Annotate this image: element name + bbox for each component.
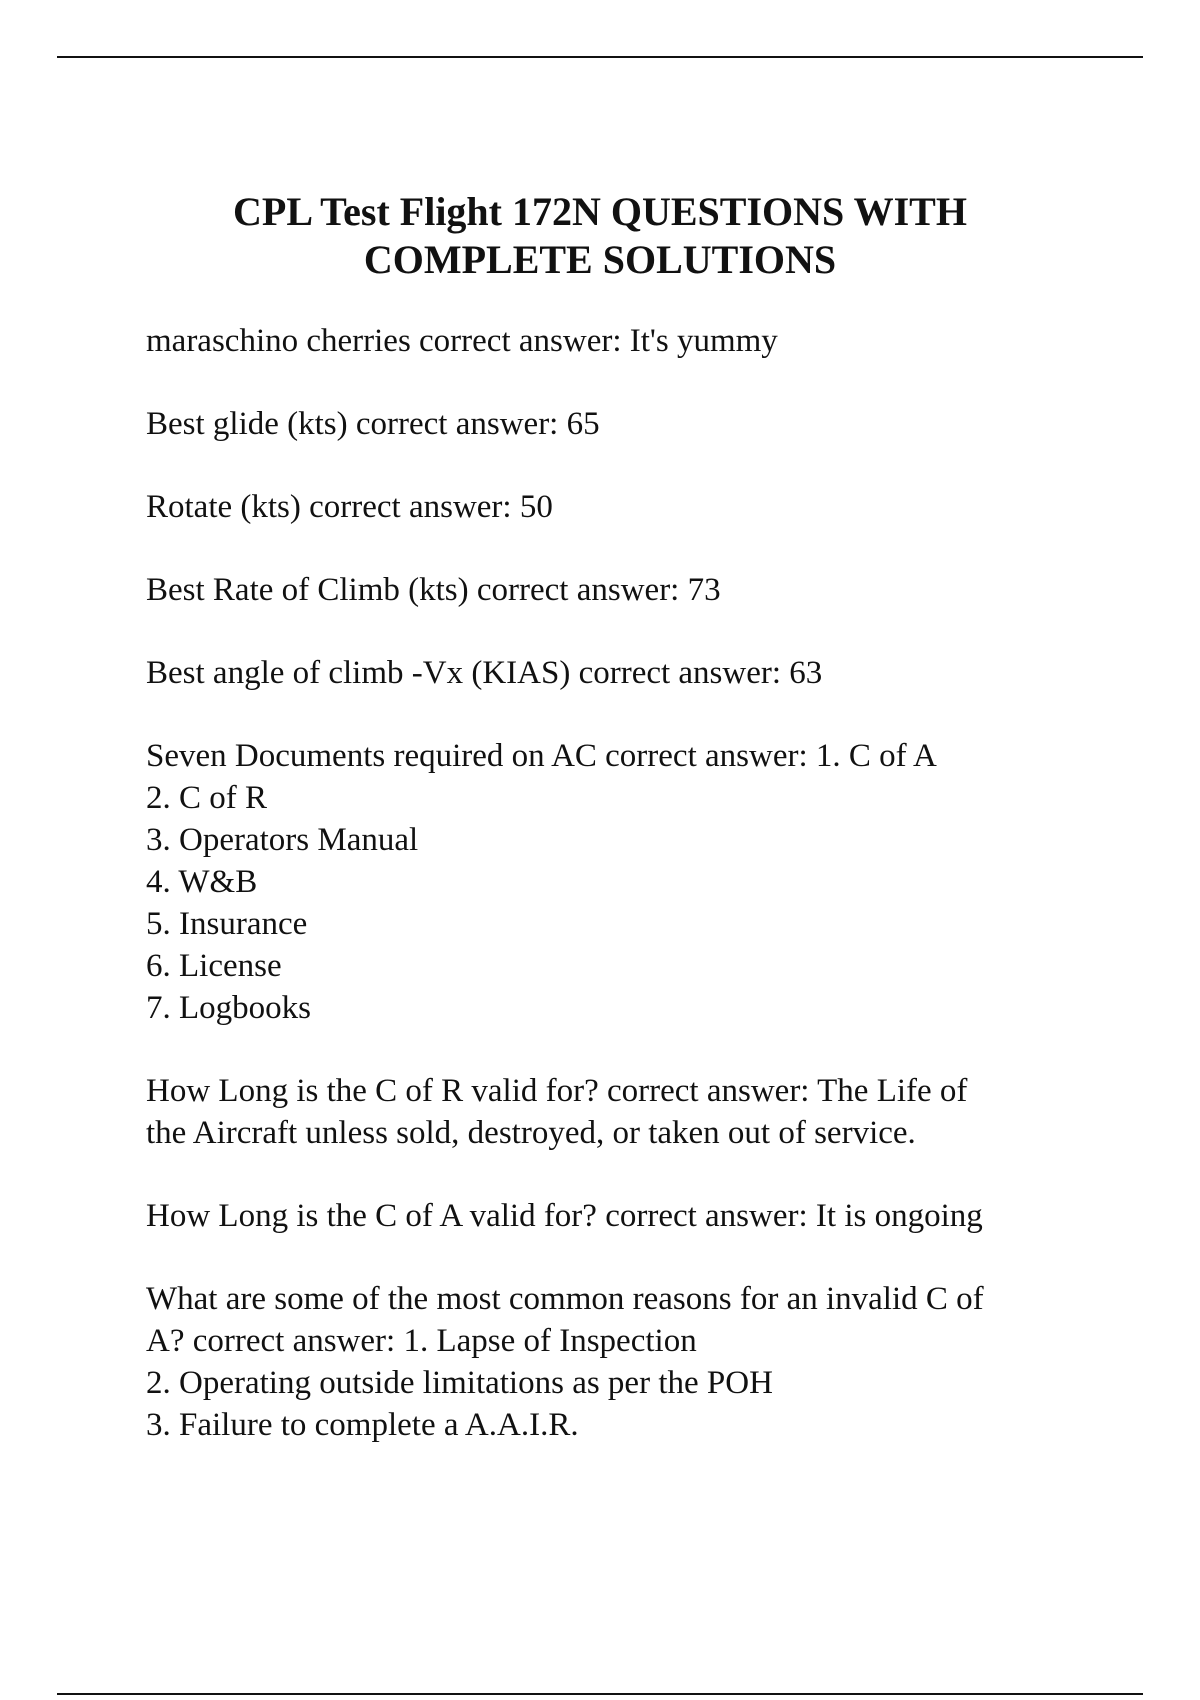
title-line-1: CPL Test Flight 172N QUESTIONS WITH bbox=[233, 189, 967, 234]
qa-line: 4. W&B bbox=[146, 864, 258, 900]
qa-line: Rotate (kts) correct answer: 50 bbox=[146, 489, 553, 525]
qa-line: the Aircraft unless sold, destroyed, or taken out of service. bbox=[146, 1115, 916, 1151]
qa-entry-rotate bbox=[146, 486, 1106, 528]
qa-line: 3. Operators Manual bbox=[146, 822, 419, 858]
qa-line: 6. License bbox=[146, 948, 282, 984]
qa-entry-best-angle-of-climb bbox=[146, 652, 1106, 694]
qa-entry-invalid-c-of-a bbox=[146, 1278, 1106, 1446]
qa-line: A? correct answer: 1. Lapse of Inspection bbox=[146, 1323, 697, 1359]
qa-entry-best-glide bbox=[146, 403, 1106, 445]
title-line-2: COMPLETE SOLUTIONS bbox=[363, 237, 837, 282]
qa-line: What are some of the most common reasons for an invalid C of bbox=[146, 1281, 984, 1317]
qa-entry-c-of-a-validity bbox=[146, 1195, 1106, 1237]
qa-entry-c-of-r-validity bbox=[146, 1070, 1106, 1154]
qa-entry-maraschino bbox=[146, 320, 1106, 362]
qa-line: Best Rate of Climb (kts) correct answer: 73 bbox=[146, 572, 721, 608]
qa-line: 2. C of R bbox=[146, 780, 268, 816]
qa-entry-best-rate-of-climb bbox=[146, 569, 1106, 611]
footer-rule bbox=[57, 1693, 1143, 1695]
document-title bbox=[100, 188, 1100, 284]
qa-list bbox=[146, 320, 1106, 1487]
qa-line: 3. Failure to complete a A.A.I.R. bbox=[146, 1407, 579, 1443]
qa-line: maraschino cherries correct answer: It's yummy bbox=[146, 323, 778, 359]
qa-line: How Long is the C of R valid for? correct answer: The Life of bbox=[146, 1073, 968, 1109]
qa-line: 5. Insurance bbox=[146, 906, 308, 942]
qa-line: 2. Operating outside limitations as per the POH bbox=[146, 1365, 773, 1401]
qa-line: Best glide (kts) correct answer: 65 bbox=[146, 406, 600, 442]
qa-line: 7. Logbooks bbox=[146, 990, 311, 1026]
header-rule bbox=[57, 56, 1143, 58]
qa-line: Seven Documents required on AC correct answer: 1. C of A bbox=[146, 738, 937, 774]
qa-line: Best angle of climb -Vx (KIAS) correct answer: 63 bbox=[146, 655, 823, 691]
qa-entry-seven-documents bbox=[146, 735, 1106, 1029]
qa-line: How Long is the C of A valid for? correct answer: It is ongoing bbox=[146, 1198, 983, 1234]
